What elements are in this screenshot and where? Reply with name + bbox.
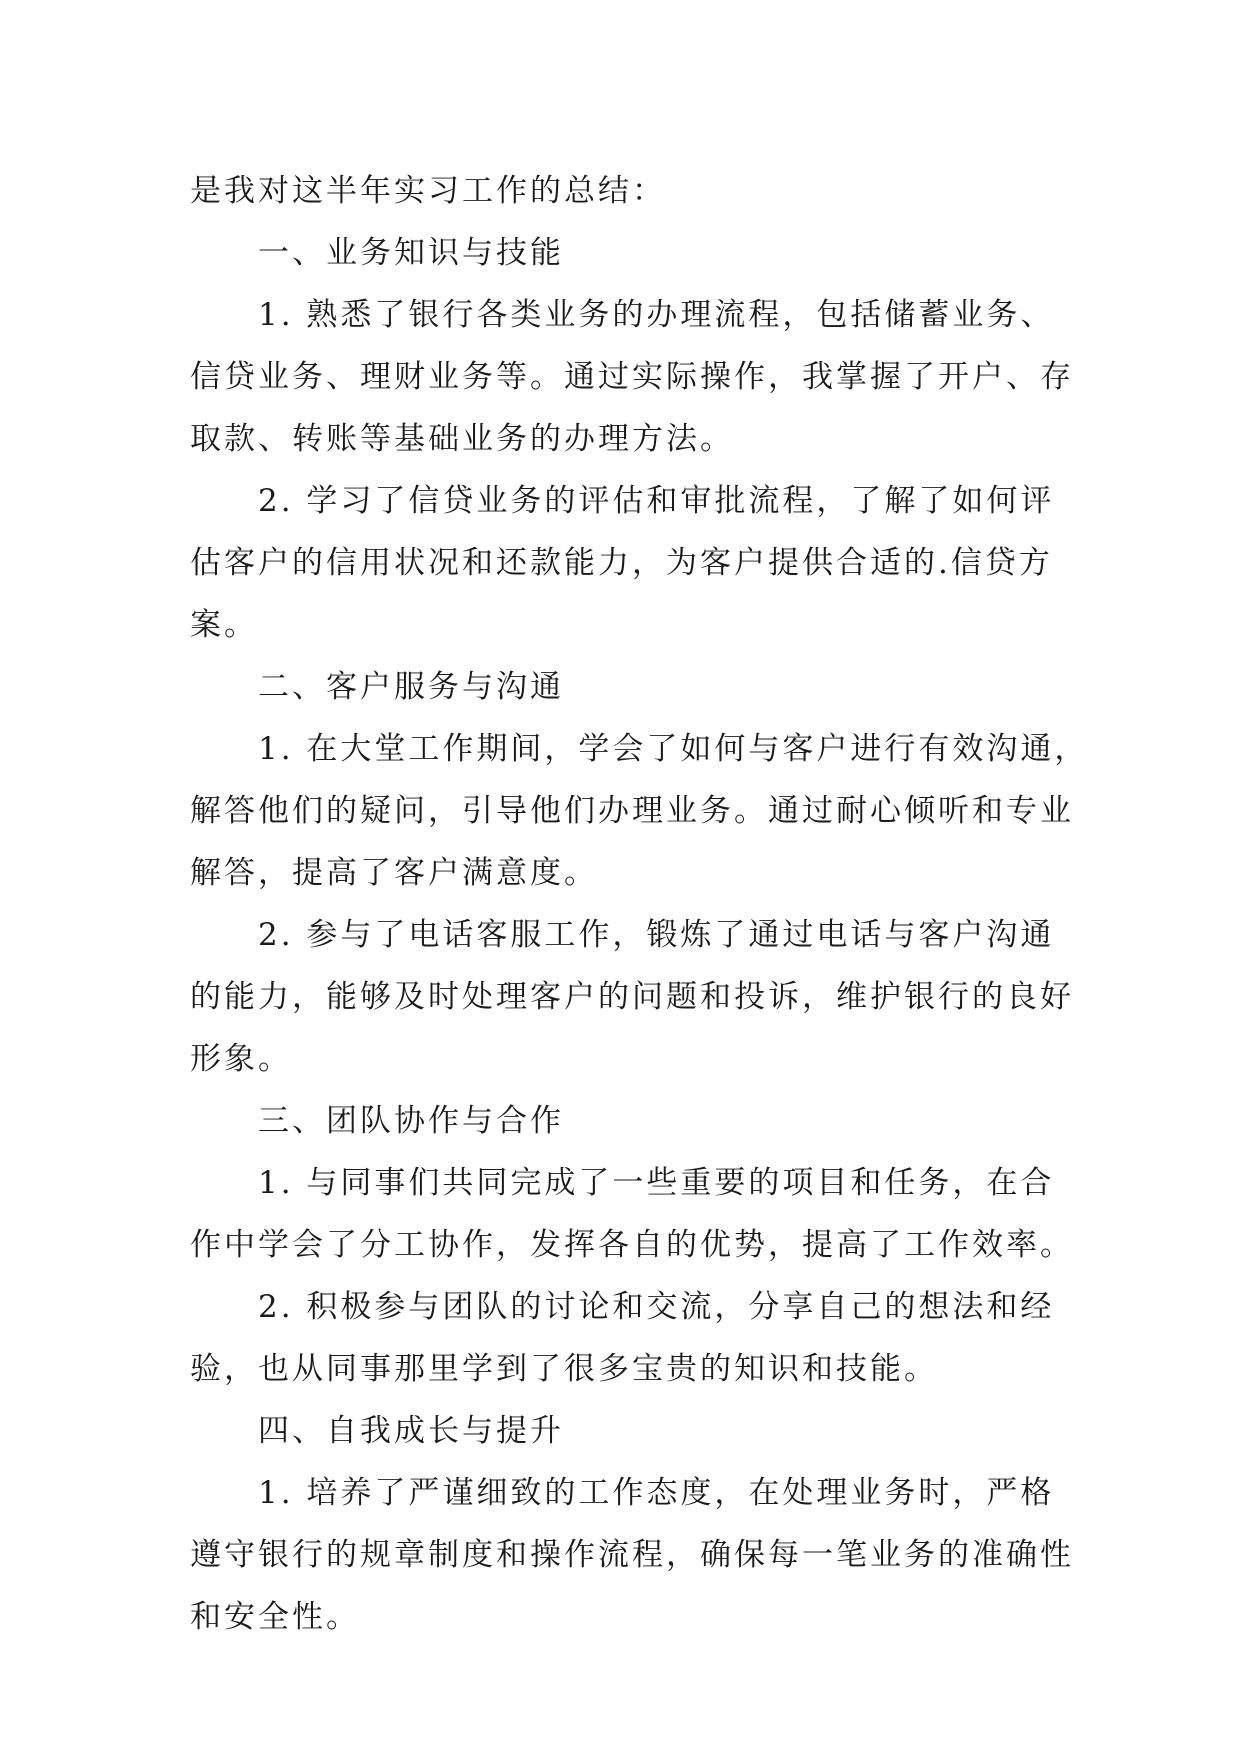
text-line: 信贷业务、理财业务等。通过实际操作，我掌握了开户、存 [190,359,1074,395]
text-line: 估客户的信用状况和还款能力，为客户提供合适的.信贷方 [190,545,1053,581]
text-line: 1. 熟悉了银行各类业务的办理流程，包括储蓄业务、 [258,297,1055,333]
text-line: 遵守银行的规章制度和操作流程，确保每一笔业务的准确性 [190,1537,1074,1573]
text-line: 三、团队协作与合作 [258,1103,564,1139]
text-line: 和安全性。 [190,1599,360,1635]
text-line: 1. 培养了严谨细致的工作态度，在处理业务时，严格 [258,1475,1055,1511]
text-line: 1. 与同事们共同完成了一些重要的项目和任务，在合 [258,1165,1055,1201]
text-line: 1. 在大堂工作期间，学会了如何与客户进行有效沟通， [258,731,1089,767]
text-line: 验，也从同事那里学到了很多宝贵的知识和技能。 [190,1351,938,1387]
text-line: 作中学会了分工协作，发挥各自的优势，提高了工作效率。 [190,1227,1074,1263]
text-line: 解答，提高了客户满意度。 [190,855,598,891]
text-line: 2. 学习了信贷业务的评估和审批流程，了解了如何评 [258,483,1055,519]
text-line: 2. 参与了电话客服工作，锻炼了通过电话与客户沟通 [258,917,1055,953]
document-body [190,160,1089,1648]
text-line: 2. 积极参与团队的讨论和交流，分享自己的想法和经 [258,1289,1055,1325]
text-line: 一、业务知识与技能 [258,235,564,271]
text-line: 案。 [190,607,258,643]
text-line: 二、客户服务与沟通 [258,669,564,705]
text-line: 形象。 [190,1041,292,1077]
text-line: 四、自我成长与提升 [258,1413,564,1449]
text-line: 取款、转账等基础业务的办理方法。 [190,421,734,457]
text-line: 的能力，能够及时处理客户的问题和投诉，维护银行的良好 [190,979,1074,1015]
text-line: 是我对这半年实习工作的总结： [190,173,666,209]
text-line: 解答他们的疑问，引导他们办理业务。通过耐心倾听和专业 [190,793,1074,829]
